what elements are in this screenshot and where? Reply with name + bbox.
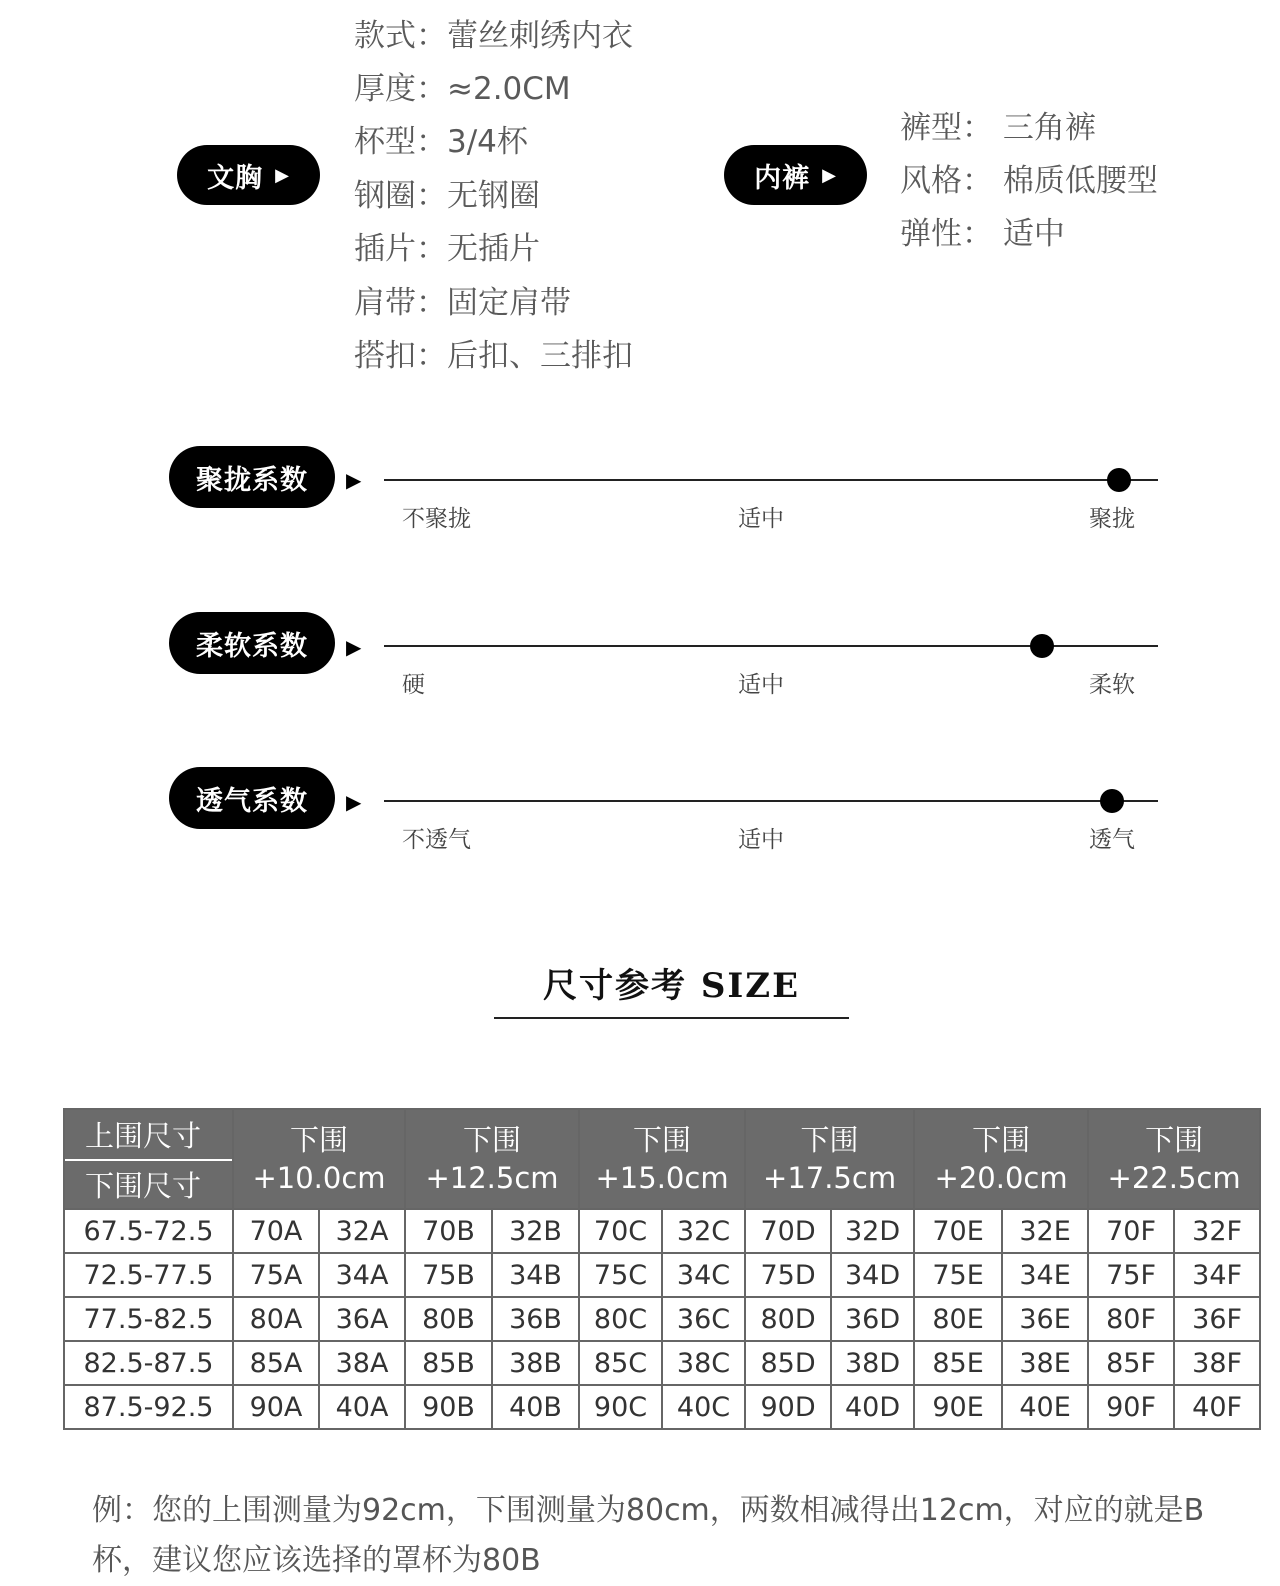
size-cell: 36F xyxy=(1174,1297,1260,1341)
play-triangle-icon: ▶ xyxy=(275,164,290,186)
size-cell: 70F xyxy=(1088,1209,1174,1253)
column-header-line1: 下围 xyxy=(290,1123,349,1157)
size-cell: 70A xyxy=(233,1209,319,1253)
size-cell: 70C xyxy=(579,1209,662,1253)
rating-track xyxy=(384,479,1158,481)
size-cell: 38B xyxy=(492,1341,579,1385)
size-cell: 90B xyxy=(405,1385,492,1429)
size-example-note: 例：您的上围测量为92cm，下围测量为80cm，两数相减得出12cm，对应的就是B杯，建议您应该选择的罩杯为80B xyxy=(92,1493,1205,1578)
panty-tag xyxy=(724,145,867,205)
rating-low-label: 不透气 xyxy=(402,827,471,853)
size-cell: 80B xyxy=(405,1297,492,1341)
size-cell: 38E xyxy=(1002,1341,1088,1385)
size-cell: 32B xyxy=(492,1209,579,1253)
size-cell: 36B xyxy=(492,1297,579,1341)
play-triangle-icon: ▶ xyxy=(346,635,362,659)
panty-spec-elasticity: 弹性： 适中 xyxy=(900,216,1065,252)
size-cell: 75A xyxy=(233,1253,319,1297)
rating-marker xyxy=(1100,789,1124,813)
panty-tag-label: 内裤 xyxy=(754,162,811,194)
size-cell: 32F xyxy=(1174,1209,1260,1253)
size-cell: 90D xyxy=(745,1385,831,1429)
size-cell: 70D xyxy=(745,1209,831,1253)
cup-column-header xyxy=(579,1109,745,1209)
underbust-range-cell: 87.5-92.5 xyxy=(64,1385,233,1429)
bra-spec-cup: 杯型：3/4杯 xyxy=(354,124,528,160)
size-cell: 85B xyxy=(405,1341,492,1385)
size-cell: 80D xyxy=(745,1297,831,1341)
cup-column-header xyxy=(914,1109,1088,1209)
size-cell: 75D xyxy=(745,1253,831,1297)
size-cell: 80F xyxy=(1088,1297,1174,1341)
bra-tag xyxy=(177,145,320,205)
rating-mid-label: 适中 xyxy=(738,827,784,853)
rating-low-label: 不聚拢 xyxy=(402,506,471,532)
size-cell: 34C xyxy=(662,1253,745,1297)
size-cell: 75E xyxy=(914,1253,1002,1297)
size-cell: 32A xyxy=(319,1209,405,1253)
bust-size-header: 上围尺寸 xyxy=(65,1111,232,1161)
size-cell: 34A xyxy=(319,1253,405,1297)
size-cell: 34F xyxy=(1174,1253,1260,1297)
size-cell: 75F xyxy=(1088,1253,1174,1297)
column-header-line1: 下围 xyxy=(633,1123,692,1157)
size-cell: 38A xyxy=(319,1341,405,1385)
table-row xyxy=(64,1341,1260,1385)
bra-spec-wire: 钢圈：无钢圈 xyxy=(354,178,540,214)
cup-column-header xyxy=(745,1109,914,1209)
bra-spec-thickness: 厚度：≈2.0CM xyxy=(354,71,571,107)
size-cell: 70B xyxy=(405,1209,492,1253)
size-cell: 34E xyxy=(1002,1253,1088,1297)
size-table xyxy=(63,1108,1261,1430)
underbust-range-cell: 67.5-72.5 xyxy=(64,1209,233,1253)
cup-column-header xyxy=(405,1109,579,1209)
bra-spec-style: 款式：蕾丝刺绣内衣 xyxy=(354,18,633,54)
underbust-range-cell: 82.5-87.5 xyxy=(64,1341,233,1385)
size-cell: 36C xyxy=(662,1297,745,1341)
size-cell: 36E xyxy=(1002,1297,1088,1341)
rating-label-pill xyxy=(169,612,335,674)
cup-column-header xyxy=(233,1109,405,1209)
bra-spec-clasp: 搭扣：后扣、三排扣 xyxy=(354,338,633,374)
column-header-line2: +15.0cm xyxy=(595,1161,729,1195)
rating-marker xyxy=(1030,634,1054,658)
size-cell: 40B xyxy=(492,1385,579,1429)
size-cell: 40E xyxy=(1002,1385,1088,1429)
size-cell: 90C xyxy=(579,1385,662,1429)
size-cell: 40F xyxy=(1174,1385,1260,1429)
column-header-line1: 下围 xyxy=(463,1123,522,1157)
rating-low-label: 硬 xyxy=(402,672,425,698)
size-cell: 80A xyxy=(233,1297,319,1341)
table-row xyxy=(64,1209,1260,1253)
panty-spec-type: 裤型： 三角裤 xyxy=(900,110,1096,146)
rating-label-pill xyxy=(169,767,335,829)
table-row xyxy=(64,1297,1260,1341)
size-title-underline xyxy=(494,1017,849,1019)
size-cell: 80E xyxy=(914,1297,1002,1341)
rating-track xyxy=(384,800,1158,802)
panty-spec-style: 风格： 棉质低腰型 xyxy=(900,163,1158,199)
size-cell: 85E xyxy=(914,1341,1002,1385)
rating-high-label: 透气 xyxy=(1089,827,1135,853)
size-cell: 85A xyxy=(233,1341,319,1385)
column-header-line2: +12.5cm xyxy=(425,1161,559,1195)
rating-label-pill xyxy=(169,446,335,508)
underbust-size-header: 下围尺寸 xyxy=(85,1169,202,1203)
size-cell: 32D xyxy=(831,1209,914,1253)
size-cell: 90F xyxy=(1088,1385,1174,1429)
underbust-range-cell: 72.5-77.5 xyxy=(64,1253,233,1297)
column-header-line1: 下围 xyxy=(800,1123,859,1157)
size-cell: 36D xyxy=(831,1297,914,1341)
size-cell: 32E xyxy=(1002,1209,1088,1253)
column-header-line2: +17.5cm xyxy=(763,1161,897,1195)
size-cell: 75C xyxy=(579,1253,662,1297)
column-header-line1: 下围 xyxy=(1145,1123,1204,1157)
underbust-range-cell: 77.5-82.5 xyxy=(64,1297,233,1341)
rating-marker xyxy=(1107,468,1131,492)
rating-label: 透气系数 xyxy=(196,785,308,817)
size-section-title: 尺寸参考 SIZE xyxy=(542,966,801,1006)
column-header-line2: +22.5cm xyxy=(1107,1161,1241,1195)
size-cell: 85C xyxy=(579,1341,662,1385)
rating-label: 聚拢系数 xyxy=(196,464,308,496)
size-cell: 34D xyxy=(831,1253,914,1297)
size-cell: 85F xyxy=(1088,1341,1174,1385)
rating-label: 柔软系数 xyxy=(196,630,308,662)
play-triangle-icon: ▶ xyxy=(346,790,362,814)
table-row xyxy=(64,1385,1260,1429)
column-header-line1: 下围 xyxy=(972,1123,1031,1157)
rating-high-label: 柔软 xyxy=(1089,672,1135,698)
column-header-line2: +10.0cm xyxy=(252,1161,386,1195)
corner-header xyxy=(64,1109,233,1209)
table-row xyxy=(64,1253,1260,1297)
size-cell: 40A xyxy=(319,1385,405,1429)
bra-spec-strap: 肩带：固定肩带 xyxy=(354,285,571,321)
size-cell: 40C xyxy=(662,1385,745,1429)
size-cell: 38C xyxy=(662,1341,745,1385)
column-header-line2: +20.0cm xyxy=(934,1161,1068,1195)
bra-tag-label: 文胸 xyxy=(207,162,264,194)
size-cell: 34B xyxy=(492,1253,579,1297)
size-cell: 75B xyxy=(405,1253,492,1297)
size-cell: 90E xyxy=(914,1385,1002,1429)
size-cell: 40D xyxy=(831,1385,914,1429)
size-cell: 32C xyxy=(662,1209,745,1253)
size-cell: 80C xyxy=(579,1297,662,1341)
size-cell: 36A xyxy=(319,1297,405,1341)
size-cell: 38D xyxy=(831,1341,914,1385)
size-cell: 38F xyxy=(1174,1341,1260,1385)
size-cell: 85D xyxy=(745,1341,831,1385)
play-triangle-icon: ▶ xyxy=(346,468,362,492)
rating-high-label: 聚拢 xyxy=(1089,506,1135,532)
rating-mid-label: 适中 xyxy=(738,506,784,532)
play-triangle-icon: ▶ xyxy=(822,164,837,186)
size-cell: 90A xyxy=(233,1385,319,1429)
cup-column-header xyxy=(1088,1109,1260,1209)
rating-mid-label: 适中 xyxy=(738,672,784,698)
size-cell: 70E xyxy=(914,1209,1002,1253)
bra-spec-insert: 插片：无插片 xyxy=(354,231,540,267)
